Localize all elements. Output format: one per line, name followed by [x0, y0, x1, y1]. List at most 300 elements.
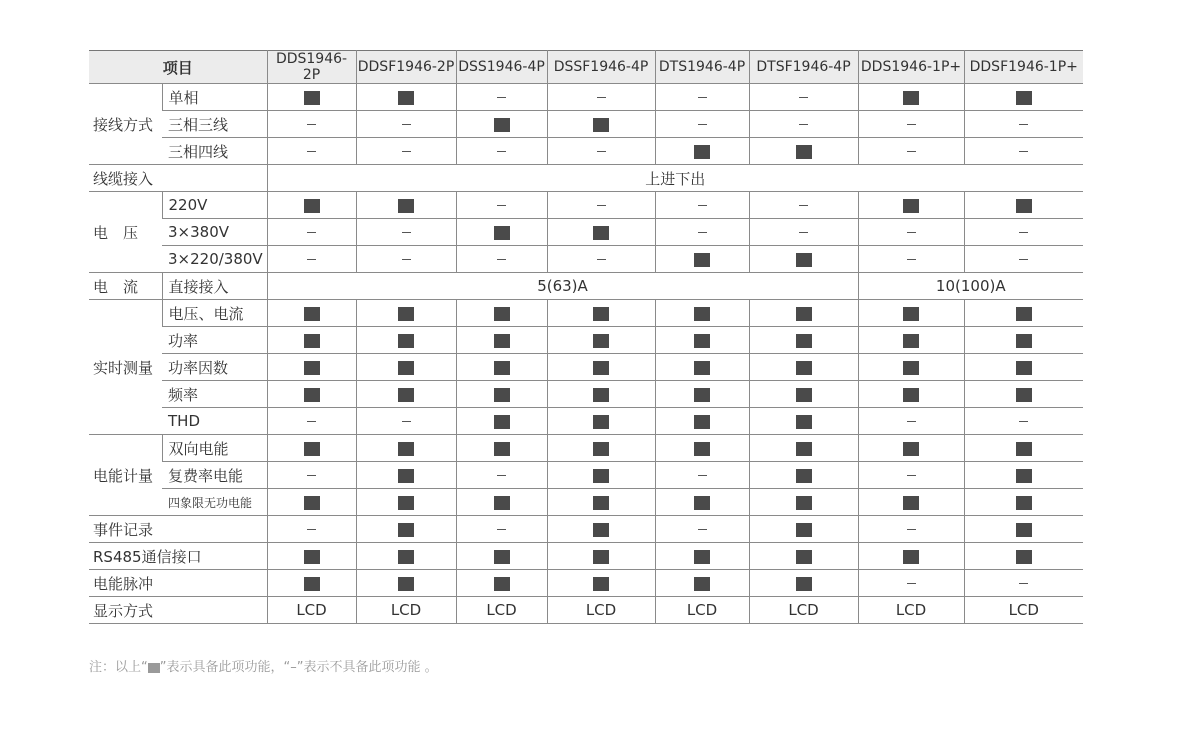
filled-square-icon	[494, 226, 510, 240]
feature-cell	[964, 246, 1083, 273]
table-row	[89, 327, 1083, 354]
feature-cell	[547, 246, 655, 273]
dash-icon	[907, 421, 916, 422]
feature-cell	[858, 300, 964, 327]
feature-cell	[547, 408, 655, 435]
feature-cell	[547, 138, 655, 165]
filled-square-icon	[1016, 442, 1032, 456]
feature-cell	[749, 192, 858, 219]
feature-cell	[655, 327, 749, 354]
feature-cell	[356, 435, 456, 462]
category-label: RS485通信接口	[89, 543, 267, 570]
dash-icon	[1019, 421, 1028, 422]
feature-cell	[655, 354, 749, 381]
dash-icon	[597, 259, 606, 260]
filled-square-icon	[694, 496, 710, 510]
feature-cell	[749, 381, 858, 408]
filled-square-icon	[593, 523, 609, 537]
table-row	[89, 408, 1083, 435]
display-value: LCD	[456, 597, 547, 624]
dash-icon	[597, 97, 606, 98]
dash-icon	[1019, 583, 1028, 584]
feature-cell	[858, 543, 964, 570]
filled-square-icon	[148, 663, 160, 673]
table-row	[89, 246, 1083, 273]
filled-square-icon	[1016, 199, 1032, 213]
table-row	[89, 84, 1083, 111]
filled-square-icon	[304, 334, 320, 348]
feature-cell	[356, 246, 456, 273]
filled-square-icon	[494, 442, 510, 456]
footnote	[89, 656, 438, 675]
filled-square-icon	[694, 388, 710, 402]
display-value: LCD	[749, 597, 858, 624]
feature-cell	[267, 570, 356, 597]
filled-square-icon	[494, 415, 510, 429]
dash-icon	[907, 529, 916, 530]
feature-cell	[964, 408, 1083, 435]
filled-square-icon	[694, 415, 710, 429]
feature-cell	[858, 408, 964, 435]
feature-cell	[655, 219, 749, 246]
feature-cell	[456, 381, 547, 408]
feature-cell	[356, 462, 456, 489]
table-row	[89, 273, 1083, 300]
dash-icon	[597, 205, 606, 206]
category-label: 接线方式	[89, 84, 162, 165]
feature-cell	[456, 489, 547, 516]
dash-icon	[402, 421, 411, 422]
dash-icon	[497, 97, 506, 98]
table-row	[89, 570, 1083, 597]
table-row	[89, 138, 1083, 165]
dash-icon	[497, 259, 506, 260]
feature-cell	[547, 192, 655, 219]
feature-cell	[964, 138, 1083, 165]
filled-square-icon	[1016, 361, 1032, 375]
filled-square-icon	[1016, 307, 1032, 321]
feature-cell	[964, 435, 1083, 462]
filled-square-icon	[903, 442, 919, 456]
feature-cell	[964, 192, 1083, 219]
feature-cell	[456, 570, 547, 597]
filled-square-icon	[593, 415, 609, 429]
dash-icon	[1019, 151, 1028, 152]
feature-cell	[964, 489, 1083, 516]
feature-cell	[456, 543, 547, 570]
dash-icon	[402, 232, 411, 233]
feature-cell	[547, 462, 655, 489]
current-rating: 10(100)A	[858, 273, 1083, 300]
dash-icon	[907, 583, 916, 584]
filled-square-icon	[593, 361, 609, 375]
filled-square-icon	[796, 523, 812, 537]
feature-cell	[749, 570, 858, 597]
dash-icon	[307, 259, 316, 260]
feature-cell	[456, 246, 547, 273]
feature-cell	[547, 570, 655, 597]
display-value: LCD	[356, 597, 456, 624]
feature-cell	[655, 516, 749, 543]
feature-cell	[267, 192, 356, 219]
filled-square-icon	[304, 361, 320, 375]
feature-cell	[655, 435, 749, 462]
category-label: 电 压	[89, 192, 162, 273]
filled-square-icon	[903, 91, 919, 105]
feature-cell	[356, 192, 456, 219]
dash-icon	[698, 124, 707, 125]
sub-item-label: 频率	[162, 381, 267, 408]
feature-cell	[547, 354, 655, 381]
dash-icon	[907, 259, 916, 260]
filled-square-icon	[796, 307, 812, 321]
filled-square-icon	[694, 361, 710, 375]
sub-item-label: 功率	[162, 327, 267, 354]
table-row	[89, 192, 1083, 219]
dash-icon	[597, 151, 606, 152]
feature-cell	[356, 570, 456, 597]
feature-cell	[267, 300, 356, 327]
filled-square-icon	[796, 415, 812, 429]
sub-item-label: 复费率电能	[162, 462, 267, 489]
dash-icon	[799, 205, 808, 206]
dash-icon	[402, 151, 411, 152]
filled-square-icon	[593, 469, 609, 483]
feature-cell	[749, 246, 858, 273]
filled-square-icon	[494, 577, 510, 591]
feature-cell	[356, 381, 456, 408]
dash-icon	[307, 421, 316, 422]
sub-item-label: 3×380V	[162, 219, 267, 246]
filled-square-icon	[1016, 91, 1032, 105]
dash-icon	[402, 259, 411, 260]
filled-square-icon	[1016, 388, 1032, 402]
feature-cell	[858, 516, 964, 543]
dash-icon	[307, 151, 316, 152]
filled-square-icon	[304, 442, 320, 456]
feature-cell	[356, 111, 456, 138]
filled-square-icon	[903, 199, 919, 213]
dash-icon	[497, 151, 506, 152]
filled-square-icon	[304, 496, 320, 510]
feature-cell	[858, 489, 964, 516]
feature-cell	[749, 300, 858, 327]
feature-cell	[267, 219, 356, 246]
feature-cell	[749, 435, 858, 462]
category-label: 显示方式	[89, 597, 267, 624]
feature-cell	[858, 111, 964, 138]
dash-icon	[907, 151, 916, 152]
table-row	[89, 516, 1083, 543]
filled-square-icon	[593, 442, 609, 456]
feature-cell	[858, 84, 964, 111]
sub-item-label: 双向电能	[162, 435, 267, 462]
feature-cell	[858, 192, 964, 219]
cable-value: 上进下出	[267, 165, 1083, 192]
feature-cell	[858, 138, 964, 165]
feature-cell	[749, 354, 858, 381]
dash-icon	[402, 124, 411, 125]
filled-square-icon	[304, 388, 320, 402]
feature-cell	[858, 570, 964, 597]
feature-cell	[964, 516, 1083, 543]
filled-square-icon	[694, 307, 710, 321]
feature-cell	[749, 489, 858, 516]
sub-item-label: 单相	[162, 84, 267, 111]
feature-cell	[964, 84, 1083, 111]
feature-cell	[547, 381, 655, 408]
feature-cell	[547, 84, 655, 111]
filled-square-icon	[593, 388, 609, 402]
filled-square-icon	[1016, 469, 1032, 483]
category-label: 电能脉冲	[89, 570, 267, 597]
filled-square-icon	[593, 334, 609, 348]
feature-cell	[456, 354, 547, 381]
dash-icon	[907, 232, 916, 233]
table-row	[89, 219, 1083, 246]
table-row	[89, 165, 1083, 192]
filled-square-icon	[398, 91, 414, 105]
feature-cell	[655, 111, 749, 138]
feature-cell	[858, 219, 964, 246]
filled-square-icon	[694, 550, 710, 564]
feature-cell	[749, 516, 858, 543]
model-header: DSSF1946-4P	[547, 51, 655, 84]
model-header: DDS1946-1P+	[858, 51, 964, 84]
filled-square-icon	[796, 550, 812, 564]
feature-cell	[749, 408, 858, 435]
filled-square-icon	[593, 226, 609, 240]
table-row	[89, 489, 1083, 516]
filled-square-icon	[398, 550, 414, 564]
filled-square-icon	[593, 307, 609, 321]
feature-cell	[964, 327, 1083, 354]
filled-square-icon	[903, 361, 919, 375]
feature-cell	[964, 543, 1083, 570]
feature-cell	[964, 300, 1083, 327]
dash-icon	[698, 529, 707, 530]
filled-square-icon	[398, 469, 414, 483]
feature-cell	[267, 516, 356, 543]
feature-cell	[964, 381, 1083, 408]
sub-item-label: 功率因数	[162, 354, 267, 381]
sub-item-label: THD	[162, 408, 267, 435]
feature-cell	[267, 138, 356, 165]
feature-cell	[267, 354, 356, 381]
filled-square-icon	[796, 469, 812, 483]
category-label: 事件记录	[89, 516, 267, 543]
filled-square-icon	[796, 577, 812, 591]
feature-cell	[356, 219, 456, 246]
filled-square-icon	[494, 361, 510, 375]
feature-cell	[655, 381, 749, 408]
feature-cell	[547, 327, 655, 354]
filled-square-icon	[304, 577, 320, 591]
feature-cell	[655, 300, 749, 327]
dash-icon	[698, 475, 707, 476]
feature-cell	[858, 246, 964, 273]
dash-icon	[307, 124, 316, 125]
dash-icon	[497, 475, 506, 476]
table-row	[89, 435, 1083, 462]
feature-cell	[655, 462, 749, 489]
display-value: LCD	[267, 597, 356, 624]
filled-square-icon	[1016, 523, 1032, 537]
feature-cell	[356, 489, 456, 516]
feature-cell	[356, 84, 456, 111]
feature-cell	[547, 111, 655, 138]
feature-cell	[267, 543, 356, 570]
feature-cell	[456, 408, 547, 435]
filled-square-icon	[593, 550, 609, 564]
filled-square-icon	[1016, 334, 1032, 348]
feature-cell	[655, 543, 749, 570]
display-value: LCD	[964, 597, 1083, 624]
filled-square-icon	[398, 442, 414, 456]
sub-item-label: 电压、电流	[162, 300, 267, 327]
feature-cell	[964, 219, 1083, 246]
footnote-text: ”表示具备此项功能，“–”表示不具备此项功能 。	[159, 660, 438, 675]
display-value: LCD	[547, 597, 655, 624]
spec-table	[89, 50, 1083, 624]
category-label: 实时测量	[89, 300, 162, 435]
feature-cell	[356, 516, 456, 543]
filled-square-icon	[903, 550, 919, 564]
display-value: LCD	[858, 597, 964, 624]
filled-square-icon	[796, 334, 812, 348]
feature-cell	[267, 462, 356, 489]
model-header: DTSF1946-4P	[749, 51, 858, 84]
feature-cell	[456, 300, 547, 327]
feature-cell	[858, 354, 964, 381]
filled-square-icon	[694, 145, 710, 159]
sub-item-label: 直接接入	[162, 273, 267, 300]
current-rating: 5(63)A	[267, 273, 858, 300]
feature-cell	[547, 543, 655, 570]
feature-cell	[356, 543, 456, 570]
feature-cell	[749, 327, 858, 354]
table-row	[89, 354, 1083, 381]
feature-cell	[456, 435, 547, 462]
feature-cell	[456, 327, 547, 354]
filled-square-icon	[494, 496, 510, 510]
table-row	[89, 462, 1083, 489]
filled-square-icon	[398, 361, 414, 375]
feature-cell	[456, 84, 547, 111]
feature-cell	[267, 408, 356, 435]
table-row	[89, 111, 1083, 138]
category-label: 电能计量	[89, 435, 162, 516]
dash-icon	[799, 232, 808, 233]
feature-cell	[964, 570, 1083, 597]
item-header: 项目	[89, 51, 267, 84]
feature-cell	[456, 516, 547, 543]
feature-cell	[655, 489, 749, 516]
filled-square-icon	[398, 577, 414, 591]
dash-icon	[307, 232, 316, 233]
feature-cell	[456, 111, 547, 138]
feature-cell	[267, 111, 356, 138]
filled-square-icon	[796, 145, 812, 159]
model-header: DDSF1946-2P	[356, 51, 456, 84]
feature-cell	[456, 138, 547, 165]
feature-cell	[749, 138, 858, 165]
dash-icon	[907, 475, 916, 476]
filled-square-icon	[796, 361, 812, 375]
filled-square-icon	[694, 334, 710, 348]
feature-cell	[356, 354, 456, 381]
feature-cell	[858, 381, 964, 408]
feature-cell	[749, 84, 858, 111]
feature-cell	[655, 84, 749, 111]
table-row	[89, 543, 1083, 570]
filled-square-icon	[593, 496, 609, 510]
filled-square-icon	[398, 307, 414, 321]
sub-item-label: 220V	[162, 192, 267, 219]
sub-item-label: 四象限无功电能	[162, 489, 267, 516]
dash-icon	[497, 205, 506, 206]
dash-icon	[907, 124, 916, 125]
dash-icon	[698, 97, 707, 98]
feature-cell	[547, 219, 655, 246]
feature-cell	[267, 327, 356, 354]
filled-square-icon	[796, 253, 812, 267]
filled-square-icon	[1016, 550, 1032, 564]
dash-icon	[799, 97, 808, 98]
feature-cell	[356, 408, 456, 435]
feature-cell	[267, 381, 356, 408]
dash-icon	[698, 232, 707, 233]
filled-square-icon	[694, 253, 710, 267]
feature-cell	[547, 300, 655, 327]
dash-icon	[497, 529, 506, 530]
filled-square-icon	[796, 442, 812, 456]
feature-cell	[964, 462, 1083, 489]
feature-cell	[267, 84, 356, 111]
feature-cell	[858, 435, 964, 462]
feature-cell	[356, 138, 456, 165]
feature-cell	[655, 408, 749, 435]
filled-square-icon	[694, 442, 710, 456]
model-header: DDS1946-2P	[267, 51, 356, 84]
category-label: 线缆接入	[89, 165, 267, 192]
model-header: DDSF1946-1P+	[964, 51, 1083, 84]
filled-square-icon	[796, 388, 812, 402]
filled-square-icon	[304, 307, 320, 321]
feature-cell	[456, 462, 547, 489]
display-value: LCD	[655, 597, 749, 624]
dash-icon	[799, 124, 808, 125]
dash-icon	[307, 475, 316, 476]
footnote-prefix: 注：以上“	[89, 660, 148, 675]
feature-cell	[456, 219, 547, 246]
feature-cell	[547, 489, 655, 516]
table-row	[89, 381, 1083, 408]
filled-square-icon	[494, 307, 510, 321]
filled-square-icon	[903, 307, 919, 321]
sub-item-label: 三相四线	[162, 138, 267, 165]
filled-square-icon	[494, 118, 510, 132]
dash-icon	[1019, 124, 1028, 125]
filled-square-icon	[1016, 496, 1032, 510]
feature-cell	[749, 111, 858, 138]
feature-cell	[749, 462, 858, 489]
feature-cell	[267, 246, 356, 273]
filled-square-icon	[494, 388, 510, 402]
filled-square-icon	[494, 334, 510, 348]
category-label: 电 流	[89, 273, 162, 300]
filled-square-icon	[304, 550, 320, 564]
